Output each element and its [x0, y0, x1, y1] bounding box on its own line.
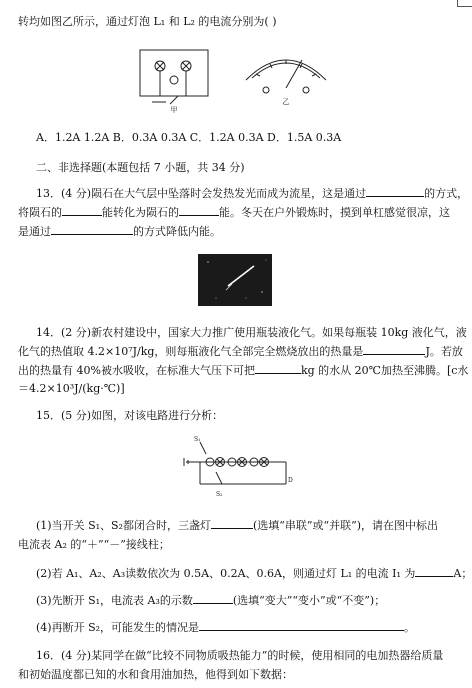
q13-text-3a: 是通过	[18, 225, 51, 238]
q15-stem: 15．(5 分)如图，对该电路进行分析：	[36, 409, 224, 422]
q13-text-2a: 将陨石的	[18, 206, 62, 219]
page-corner-mark	[457, 0, 472, 7]
q15-part-3	[36, 593, 385, 608]
answer-blank[interactable]	[51, 224, 133, 235]
q14-line-1: 14．(2 分)新农村建设中，国家大力推广使用瓶装液化气。如果每瓶装 10kg 液化气，液	[36, 326, 467, 339]
q13-line-3	[18, 224, 221, 239]
q15-text-4a: (4)再断开 S₂，可能发生的情况是	[36, 621, 200, 634]
q15-part-1-line-1	[36, 518, 438, 533]
answer-blank[interactable]	[255, 363, 301, 374]
answer-blank[interactable]	[199, 620, 404, 631]
answer-blank[interactable]	[415, 566, 453, 577]
section-header: 二、非选择题(本题包括 7 小题，共 34 分)	[36, 161, 245, 174]
q14-text-3a: 出的热量有 40%被水吸收，在标准大气压下可把	[18, 364, 255, 377]
q15-text-4b: 。	[404, 621, 416, 634]
figure-yi-label: 乙	[282, 98, 290, 106]
q13-text-1b: 的方式，	[424, 187, 469, 200]
circuit-figure-jia	[130, 44, 220, 114]
q15-part-2	[36, 566, 472, 581]
answer-blank[interactable]	[62, 205, 102, 216]
ammeter-dial-figure-yi	[236, 46, 336, 108]
q14-line-4: ＝4.2×10³J/(kg·℃)]	[18, 382, 125, 395]
answer-blank[interactable]	[366, 186, 424, 197]
figure-jia-label: 甲	[170, 106, 178, 114]
q12-options: A．1.2A 1.2A B．0.3A 0.3A C．1.2A 0.3A D．1.5A 0.3A	[36, 131, 342, 144]
q15-text-1b: (选填“串联”或“并联”)，请在图中标出	[252, 519, 439, 532]
q15-part-4	[36, 620, 415, 635]
q15-text-1a: (1)当开关 S₁、S₂都闭合时，三盏灯	[36, 519, 211, 532]
q13-text-2c: 能。冬天在户外锻炼时，摸到单杠感觉很凉，这	[219, 206, 450, 219]
answer-blank[interactable]	[179, 205, 219, 216]
q14-text-2b: J。若放	[425, 345, 463, 358]
q13-text-3b: 的方式降低内能。	[133, 225, 221, 238]
q15-text-2a: (2)若 A₁、A₂、A₃读数依次为 0.5A、0.2A、0.6A，则通过灯 L₁ 的电流 I₁ 为	[36, 567, 416, 580]
q16-line-2: 和初始温度都已知的水和食用油加热，他得到如下数据：	[18, 668, 293, 681]
q15-text-2b: A；	[453, 567, 472, 580]
q14-line-2	[18, 344, 463, 359]
circuit-figure-q15	[176, 432, 306, 504]
q12-stem: 转均如图乙所示，通过灯泡 L₁ 和 L₂ 的电流分别为( )	[18, 15, 277, 28]
q15-text-3b: (选填“变大”“变小”或“不变”)；	[232, 594, 386, 607]
meteor-photo	[198, 254, 272, 306]
label-s2: S₂	[216, 491, 223, 498]
q13-line-2	[18, 205, 450, 220]
label-d: D	[288, 477, 293, 484]
answer-blank[interactable]	[193, 593, 233, 604]
q13-line-1	[36, 186, 468, 201]
q16-line-1: 16．(4 分)某同学在做“比较不同物质吸热能力”的时候，使用相同的电加热器给质量	[36, 649, 444, 662]
label-s1: S₁	[194, 436, 201, 443]
q14-text-2a: 化气的热值取 4.2×10⁷J/kg，则每瓶液化气全部完全燃烧放出的热量是	[18, 345, 364, 358]
q13-text-1a: 13．(4 分)陨石在大气层中坠落时会发热发光而成为流星，这是通过	[36, 187, 367, 200]
answer-blank[interactable]	[211, 518, 253, 529]
q15-text-3a: (3)先断开 S₁，电流表 A₃的示数	[36, 594, 193, 607]
answer-blank[interactable]	[363, 344, 425, 355]
q15-part-1-line-2: 电流表 A₂ 的“＋”“－”接线柱；	[18, 538, 170, 551]
q14-line-3	[18, 363, 468, 378]
q13-text-2b: 能转化为陨石的	[102, 206, 179, 219]
q14-text-3b: kg 的水从 20℃加热至沸腾。[c水	[300, 364, 469, 377]
